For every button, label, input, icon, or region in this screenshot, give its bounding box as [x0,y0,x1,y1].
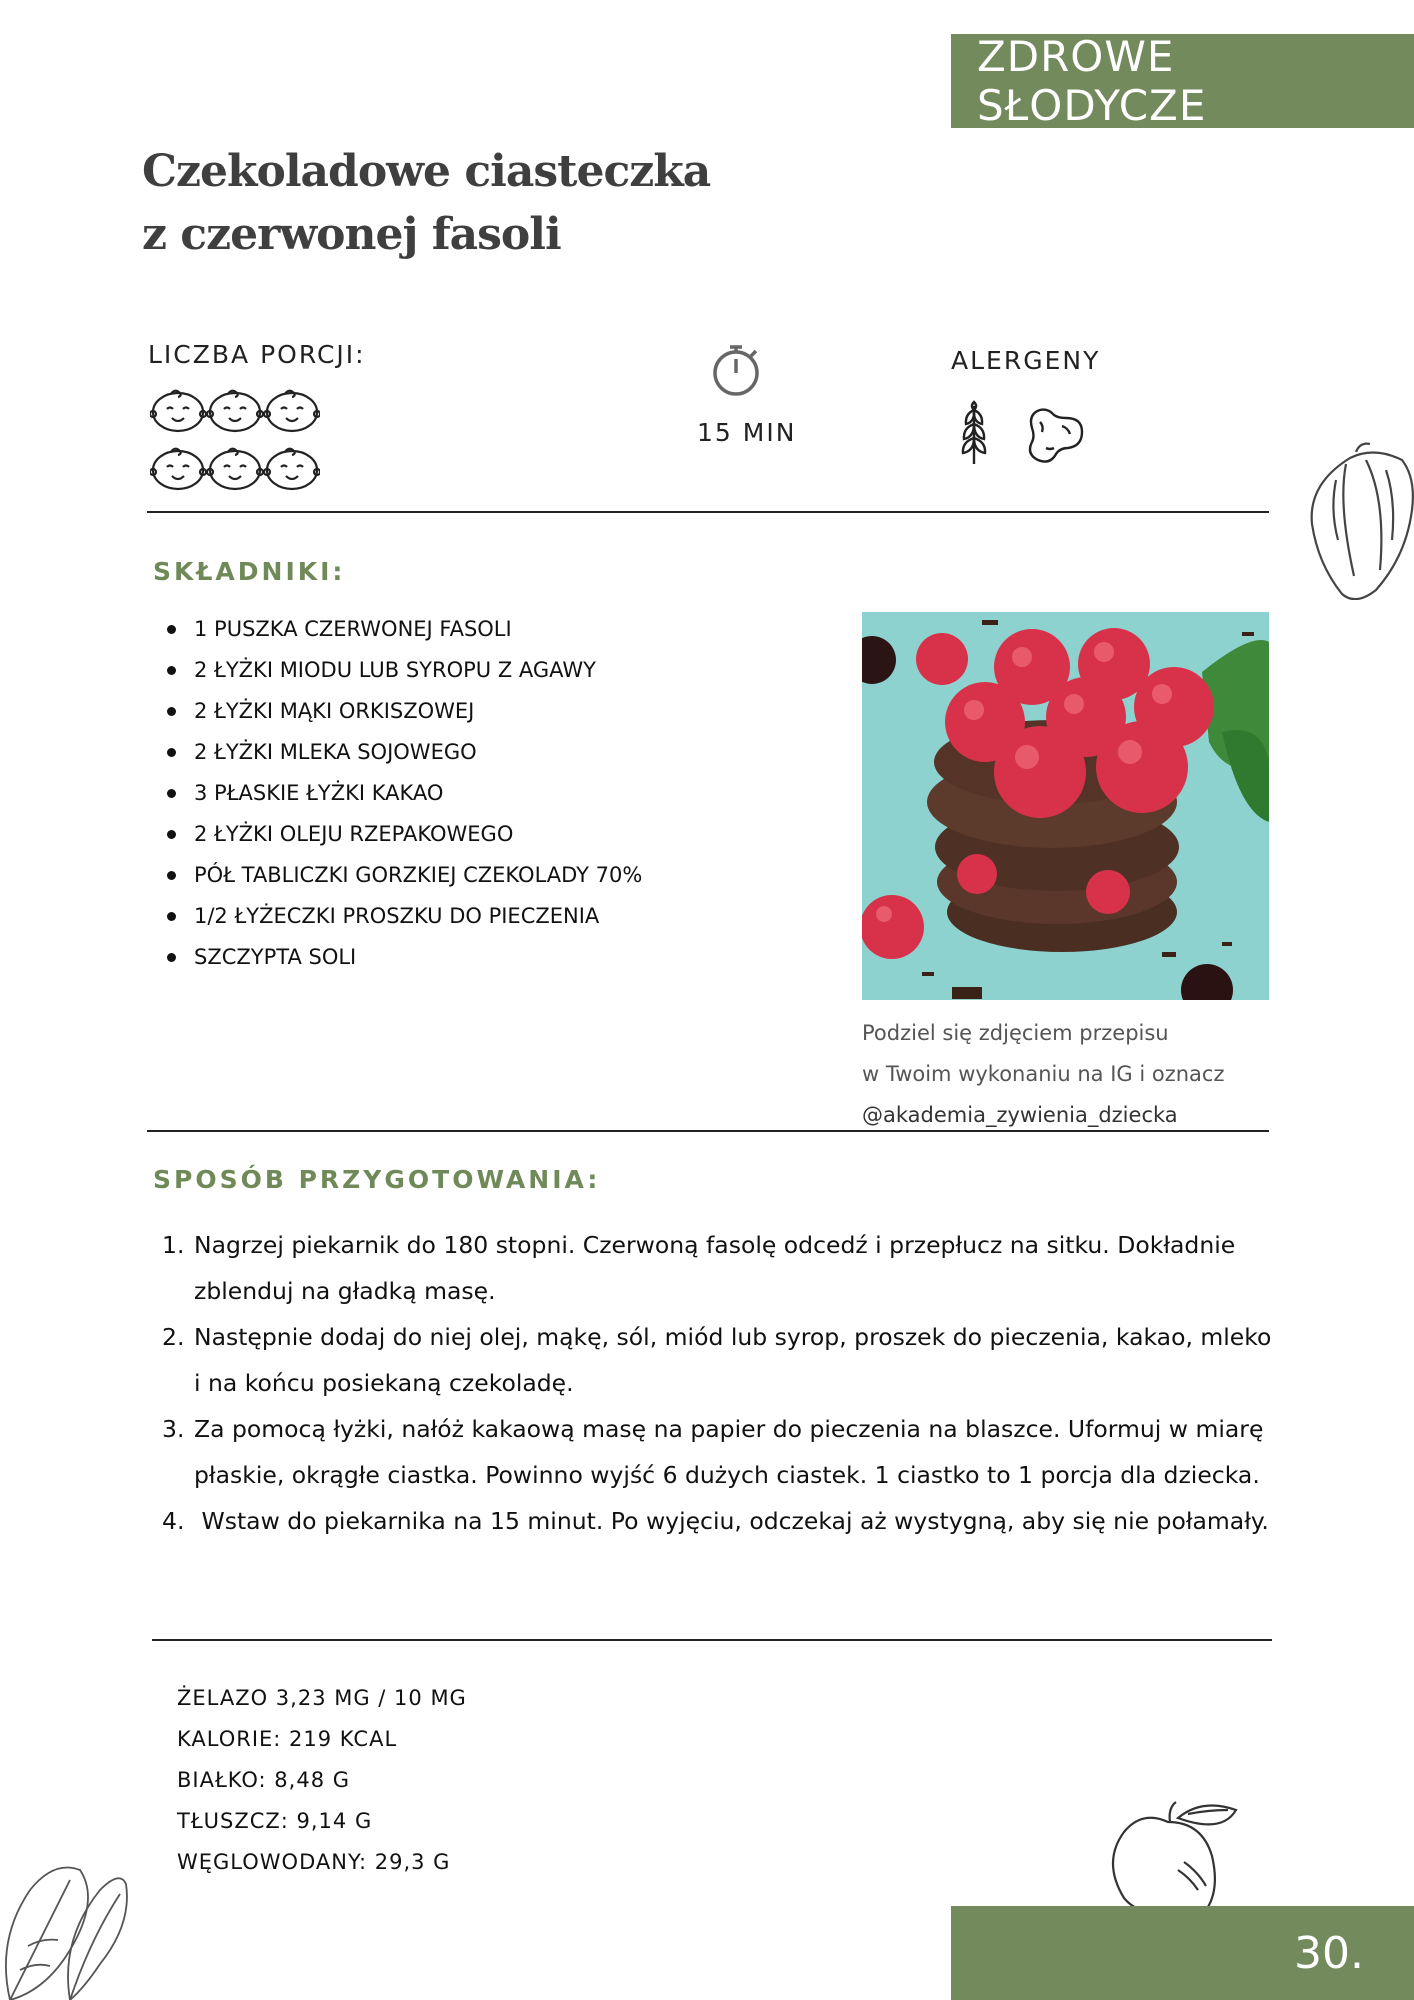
step-item [158,1222,1278,1314]
prep-time: 15 MIN [697,418,797,447]
step-text-line: Nagrzej piekarnik do 180 stopni. Czerwoną fasolę odcedź i przepłucz na sitku. Dokładnie [194,1231,1236,1259]
peanut-icon [1026,404,1088,464]
allergens-label: ALERGENY [951,346,1101,375]
nutrition-fat: TŁUSZCZ: 9,14 G [177,1809,373,1833]
nutrition-calories: KALORIE: 219 KCAL [177,1727,398,1751]
wheat-icon [952,400,996,466]
category-label: ZDROWE SŁODYCZE [977,32,1207,130]
step-text-line: Wstaw do piekarnika na 15 minut. Po wyjęciu, odczekaj aż wystygną, aby się nie połamały. [194,1507,1269,1535]
nutrition-iron: ŻELAZO 3,23 MG / 10 MG [177,1686,467,1710]
recipe-title [142,140,842,266]
ingredient-item: SZCZYPTA SOLI [158,937,642,978]
ingredient-item: 2 ŁYŻKI OLEJU RZEPAKOWEGO [158,814,642,855]
spinach-icon [0,1850,130,2000]
step-text-line: Za pomocą łyżki, nałóż kakaową masę na papier do pieczenia na blaszce. Uformuj w miarę [194,1415,1264,1443]
divider [147,1130,1269,1132]
portions-icons [150,386,320,496]
step-item [158,1498,1278,1544]
nutrition-carbs: WĘGLOWODANY: 29,3 G [177,1850,451,1874]
share-note [862,1013,1225,1136]
instagram-tag: @akademia_zywienia_dziecka [862,1103,1178,1127]
title-line-2: z czerwonej fasoli [142,209,561,260]
step-number: 1. [162,1231,185,1259]
ingredient-item: 1 PUSZKA CZERWONEJ FASOLI [158,609,642,650]
baby-face-icon [264,449,320,489]
preparation-heading: SPOSÓB PRZYGOTOWANIA: [153,1165,601,1194]
step-text-line: zblenduj na gładką masę. [194,1277,496,1305]
divider [147,511,1269,513]
step-item [158,1314,1278,1406]
step-text-line: i na końcu posiekaną czekoladę. [194,1369,574,1397]
step-number: 2. [162,1323,185,1351]
step-number: 3. [162,1415,185,1443]
ingredients-list [158,609,642,978]
step-number: 4. [162,1507,185,1535]
baby-face-icon [207,391,263,431]
step-item [158,1406,1278,1498]
preparation-steps [158,1222,1278,1544]
ingredients-heading: SKŁADNIKI: [153,557,346,586]
ingredient-item: PÓŁ TABLICZKI GORZKIEJ CZEKOLADY 70% [158,855,642,896]
ingredient-item: 3 PŁASKIE ŁYŻKI KAKAO [158,773,642,814]
recipe-photo [862,612,1269,1000]
page-number-banner [951,1906,1414,2000]
step-text-line: Następnie dodaj do niej olej, mąkę, sól, miód lub syrop, proszek do pieczenia, kakao, mleko [194,1323,1272,1351]
baby-face-icon [264,391,320,431]
ingredient-item: 1/2 ŁYŻECZKI PROSZKU DO PIECZENIA [158,896,642,937]
title-line-1: Czekoladowe ciasteczka [142,146,711,197]
apple-icon [1108,1800,1268,1910]
baby-face-icon [207,449,263,489]
divider [152,1639,1272,1641]
share-line-2: w Twoim wykonaniu na IG i oznacz [862,1062,1225,1086]
baby-face-icon [150,391,206,431]
nutrition-protein: BIAŁKO: 8,48 G [177,1768,351,1792]
page-number: 30. [1294,1927,1364,1979]
ingredient-item: 2 ŁYŻKI MĄKI ORKISZOWEJ [158,691,642,732]
baby-face-icon [150,449,206,489]
ingredient-item: 2 ŁYŻKI MLEKA SOJOWEGO [158,732,642,773]
category-banner [951,34,1414,128]
share-line-1: Podziel się zdjęciem przepisu [862,1021,1169,1045]
pepper-icon [1306,440,1414,600]
ingredient-item: 2 ŁYŻKI MIODU LUB SYROPU Z AGAWY [158,650,642,691]
baby-faces-icon [150,386,320,496]
step-text-line: płaskie, okrągłe ciastka. Powinno wyjść 6 dużych ciastek. 1 ciastko to 1 porcja dla dziecka. [194,1461,1260,1489]
stopwatch-icon [709,340,765,400]
nutrition-facts [177,1678,467,1883]
portions-label: LICZBA PORCJI: [148,340,366,369]
